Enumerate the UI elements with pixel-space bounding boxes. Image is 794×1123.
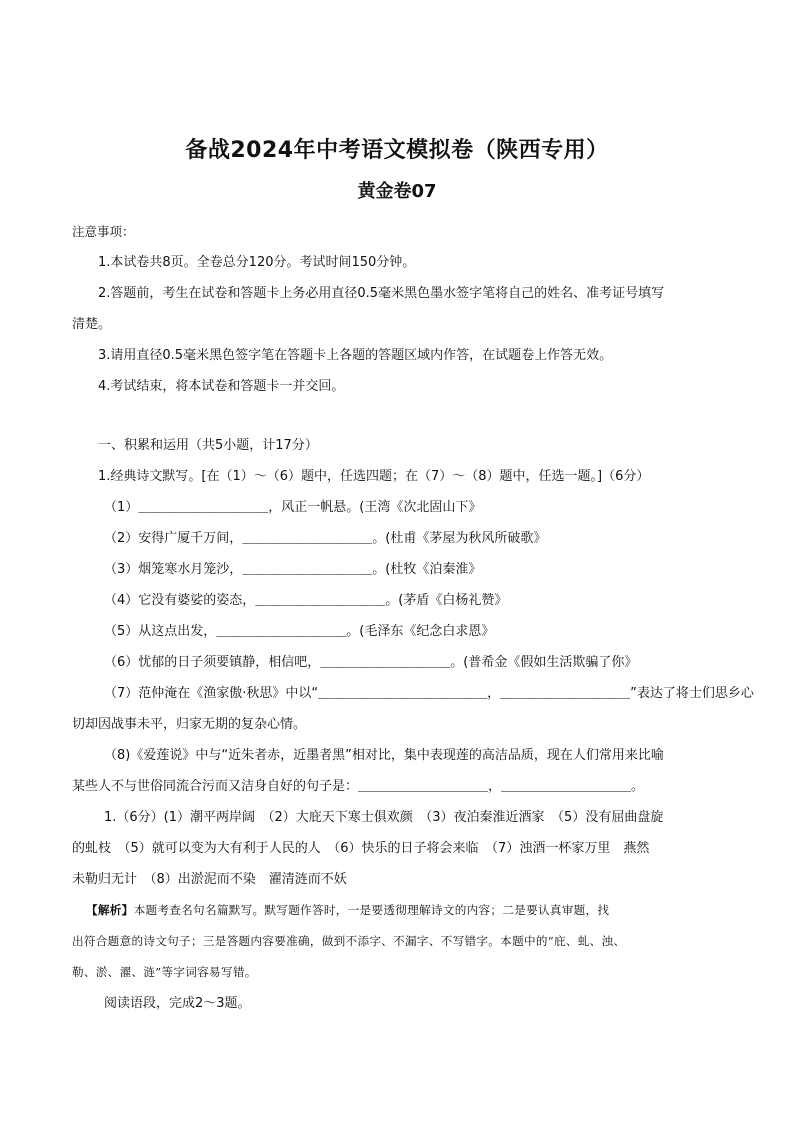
question-1-item-2: （2）安得广厦千万间，＿＿＿＿＿＿＿＿＿＿。(杜甫《茅屋为秋风所破歌》 bbox=[104, 531, 547, 546]
analysis-line-2: 出符合题意的诗文句子；三是答题内容要准确，做到不添字、不漏字、不写错字。本题中的“庇、虬、浊、 bbox=[72, 934, 626, 948]
question-1-item-7: （7）范仲淹在《渔家傲·秋思》中以“＿＿＿＿＿＿＿＿＿＿＿＿＿，＿＿＿＿＿＿＿＿＿＿”表达了将士们思乡心 bbox=[104, 686, 754, 701]
notice-heading: 注意事项： bbox=[72, 224, 135, 239]
document-body bbox=[72, 216, 754, 1019]
section-heading: 一、积累和运用（共5小题，计17分） bbox=[98, 438, 318, 453]
notice-item-4: 4.考试结束，将本试卷和答题卡一并交回。 bbox=[98, 379, 345, 394]
question-1-item-8: （8)《爱莲说》中与“近朱者赤，近墨者黑”相对比，集中表现莲的高洁品质，现在人们常用来比喻 bbox=[104, 748, 664, 763]
answer-line-2: 的虬枝 （5）就可以变为大有利于人民的人 （6）快乐的日子将会来临 （7）浊酒一杯家万里 燕然 bbox=[72, 841, 650, 856]
notice-item-2-cont: 清楚。 bbox=[72, 317, 112, 332]
question-1-item-8-cont: 某些人不与世俗同流合污而又洁身自好的句子是：＿＿＿＿＿＿＿＿＿＿，＿＿＿＿＿＿＿＿＿＿。 bbox=[72, 779, 645, 794]
reading-prompt: 阅读语段，完成2～3题。 bbox=[104, 996, 251, 1011]
analysis-line-3: 勒、淤、濯、涟”等字词容易写错。 bbox=[72, 965, 257, 979]
analysis-line-1 bbox=[72, 895, 724, 926]
question-1-item-7-cont: 切却因战事未平，归家无期的复杂心情。 bbox=[72, 717, 307, 732]
notice-item-2: 2.答题前，考生在试卷和答题卡上务必用直径0.5毫米黑色墨水签字笔将自己的姓名、准考证号填写 bbox=[98, 286, 665, 301]
question-1-stem: 1.经典诗文默写。[在（1）～（6）题中，任选四题；在（7）～（8）题中，任选一题。]（6分） bbox=[98, 469, 650, 484]
document-subtitle: 黄金卷07 bbox=[357, 181, 437, 202]
question-1-item-3: （3）烟笼寒水月笼沙，＿＿＿＿＿＿＿＿＿＿。(杜牧《泊秦淮》 bbox=[104, 562, 482, 577]
notice-item-3: 3.请用直径0.5毫米黑色签字笔在答题卡上各题的答题区域内作答，在试题卷上作答无效。 bbox=[98, 348, 613, 363]
question-1-item-5: （5）从这点出发，＿＿＿＿＿＿＿＿＿＿。(毛泽东《纪念白求恩》 bbox=[104, 624, 495, 639]
question-1-item-4: （4）它没有婆娑的姿态，＿＿＿＿＿＿＿＿＿＿。(茅盾《白杨礼赞》 bbox=[104, 593, 508, 608]
analysis-text-1: 本题考查名句名篇默写。默写题作答时，一是要透彻理解诗文的内容；二是要认真审题，找 bbox=[133, 903, 610, 917]
spacer bbox=[72, 402, 724, 430]
document-title: 备战2024年中考语文模拟卷（陕西专用） bbox=[185, 138, 609, 163]
answer-line-1: 1.（6分）(1）潮平两岸阔 （2）大庇天下寒士俱欢颜 （3）夜泊秦淮近酒家 （5）没有屈曲盘旋 bbox=[104, 810, 664, 825]
answer-line-3: 未勒归无计 （8）出淤泥而不染 濯清涟而不妖 bbox=[72, 872, 347, 887]
question-1-item-6: （6）忧郁的日子须要镇静，相信吧，＿＿＿＿＿＿＿＿＿＿。(普希金《假如生活欺骗了你》 bbox=[104, 655, 638, 670]
analysis-tag: 【解析】 bbox=[86, 903, 134, 917]
notice-item-1: 1.本试卷共8页。全卷总分120分。考试时间150分钟。 bbox=[98, 255, 416, 270]
question-1-item-1: （1）＿＿＿＿＿＿＿＿＿＿，风正一帆悬。(王湾《次北固山下》 bbox=[104, 500, 482, 515]
